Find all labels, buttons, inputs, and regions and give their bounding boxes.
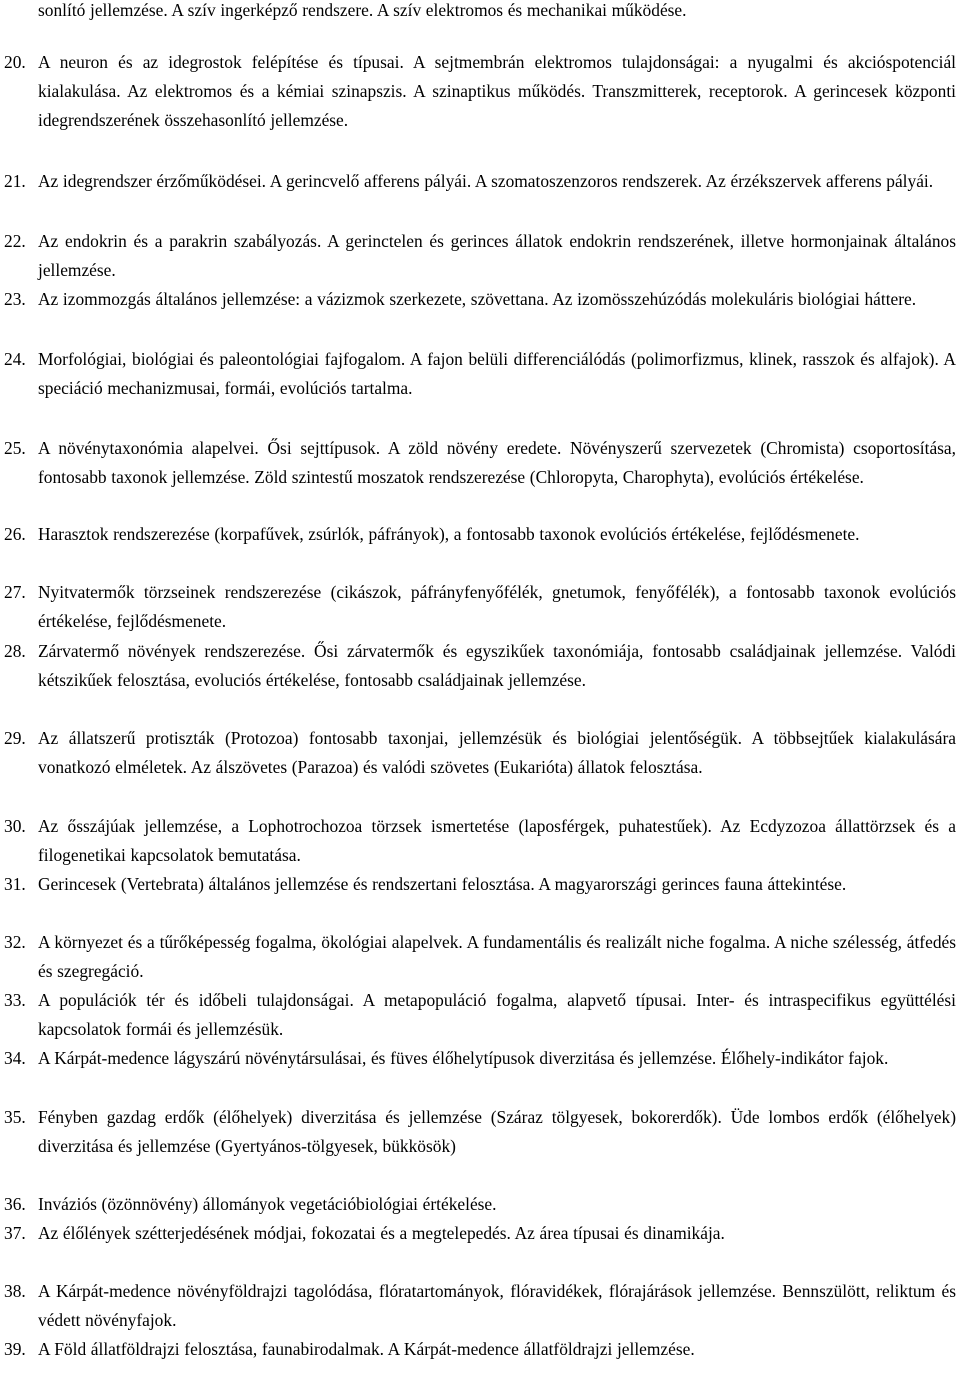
item-number: 33. — [4, 990, 26, 1010]
list-item-32 — [0, 928, 960, 986]
item-number: 39. — [4, 1339, 26, 1359]
list-item-25 — [0, 434, 960, 492]
list-item-35 — [0, 1103, 960, 1161]
item-text: Morfológiai, biológiai és paleontológiai fajfogalom. A fajon belüli differenciálódás (polimorfizmus, klinek, rasszok és alfajok). A speciáció mechanizmusai, formái, evolúciós tartalma. — [38, 349, 956, 398]
item-text: A Kárpát-medence növényföldrajzi tagolódása, flóratartományok, flóravidékek, flórajárások jellemzése. Bennszülött, reliktum és védett növényfajok. — [38, 1281, 956, 1330]
list-item-29 — [0, 724, 960, 782]
list-item-30 — [0, 812, 960, 870]
item-number: 30. — [4, 816, 26, 836]
item-number: 35. — [4, 1107, 26, 1127]
item-text: Fényben gazdag erdők (élőhelyek) diverzitása és jellemzése (Száraz tölgyesek, bokorerdők). Üde lombos erdők (élőhelyek) diverzitása és jellemzése (Gyertyános-tölgyesek, bükkösök) — [38, 1107, 956, 1156]
list-item-34 — [0, 1044, 960, 1073]
item-text: Az endokrin és a parakrin szabályozás. A gerinctelen és gerinces állatok endokrin rendszerének, illetve hormonjainak általános jellemzése. — [38, 231, 956, 280]
item-number: 34. — [4, 1048, 26, 1068]
list-item-33 — [0, 986, 960, 1044]
list-item-20 — [0, 48, 960, 135]
item-number: 24. — [4, 349, 26, 369]
item-number: 32. — [4, 932, 26, 952]
item-number: 29. — [4, 728, 26, 748]
list-item-24 — [0, 345, 960, 403]
item-text: A növénytaxonómia alapelvei. Ősi sejttípusok. A zöld növény eredete. Növényszerű szervezetek (Chromista) csoportosítása, fontosabb taxonok jellemzése. Zöld szintestű moszatok rendszerezése (Chloropyta, Charophyta), evolúciós értékelése. — [38, 438, 956, 487]
item-text: Az állatszerű protiszták (Protozoa) fontosabb taxonjai, jellemzésük és biológiai jelentőségük. A többsejtűek kialakulására vonatkozó elméletek. Az álszövetes (Parazoa) és valódi szövetes (Eukarióta) állatok felosztása. — [38, 728, 956, 777]
item-text: Gerincesek (Vertebrata) általános jellemzése és rendszertani felosztása. A magyarországi gerinces fauna áttekintése. — [38, 874, 847, 894]
item-number: 37. — [4, 1223, 26, 1243]
item-text: A környezet és a tűrőképesség fogalma, ökológiai alapelvek. A fundamentális és realizált niche fogalma. A niche szélesség, átfedés és szegregáció. — [38, 932, 956, 981]
item-number: 22. — [4, 231, 26, 251]
item-text: A Föld állatföldrajzi felosztása, faunabirodalmak. A Kárpát-medence állatföldrajzi jellemzése. — [38, 1339, 695, 1359]
item-number: 25. — [4, 438, 26, 458]
item-text: A Kárpát-medence lágyszárú növénytársulásai, és füves élőhelytípusok diverzitása és jellemzése. Élőhely-indikátor fajok. — [38, 1048, 889, 1068]
list-item-28 — [0, 637, 960, 695]
item-number: 36. — [4, 1194, 26, 1214]
item-text: Zárvatermő növények rendszerezése. Ősi zárvatermők és egyszikűek taxonómiája, fontosabb családjainak jellemzése. Valódi kétszikűek felosztása, evoluciós értékelése, fontosabb családjainak jellemzése. — [38, 641, 956, 690]
item-text: Az izommozgás általános jellemzése: a vázizmok szerkezete, szövettana. Az izomösszehúzódás molekuláris biológiai háttere. — [38, 289, 917, 309]
list-item-21 — [0, 167, 960, 196]
item-number: 26. — [4, 524, 26, 544]
item-number: 31. — [4, 874, 26, 894]
item-text: Az élőlények szétterjedésének módjai, fokozatai és a megtelepedés. Az área típusai és dinamikája. — [38, 1223, 725, 1243]
list-item-27 — [0, 578, 960, 636]
list-item-39 — [0, 1335, 960, 1364]
list-item-36 — [0, 1190, 960, 1219]
item-text: A populációk tér és időbeli tulajdonságai. A metapopuláció fogalma, alapvető típusai. Inter- és intraspecifikus együttélési kapcsolatok formái és jellemzésük. — [38, 990, 956, 1039]
item-text: Nyitvatermők törzseinek rendszerezése (cikászok, páfrányfenyőfélék, gnetumok, fenyőfélék), a fontosabb taxonok evolúciós értékelése, fejlődésmenete. — [38, 582, 956, 631]
item-number: 28. — [4, 641, 26, 661]
item-text: Harasztok rendszerezése (korpafűvek, zsúrlók, páfrányok), a fontosabb taxonok evolúciós értékelése, fejlődésmenete. — [38, 524, 860, 544]
item-number: 38. — [4, 1281, 26, 1301]
list-item-26 — [0, 520, 960, 549]
list-item-23 — [0, 285, 960, 314]
item-number: 27. — [4, 582, 26, 602]
item-number: 23. — [4, 289, 26, 309]
list-item-37 — [0, 1219, 960, 1248]
item-text: Az ősszájúak jellemzése, a Lophotrochozoa törzsek ismertetése (laposférgek, puhatestűek). Az Ecdyzozoa állattörzsek és a filogenetikai kapcsolatok bemutatása. — [38, 816, 956, 865]
list-item-22 — [0, 227, 960, 285]
item-number: 20. — [4, 52, 26, 72]
item-text: A neuron és az idegrostok felépítése és típusai. A sejtmembrán elektromos tulajdonságai: a nyugalmi és akcióspotenciál kialakulása. Az elektromos és a kémiai szinapszis. A szinaptikus működés. Transzmitterek, receptorok. A gerincesek központi idegrendszerének összehasonlító jellemzése. — [38, 52, 956, 130]
item-text: Az idegrendszer érzőműködései. A gerincvelő afferens pályái. A szomatoszenzoros rendszerek. Az érzékszervek afferens pályái. — [38, 171, 934, 191]
list-item-38 — [0, 1277, 960, 1335]
list-item-31 — [0, 870, 960, 899]
item-number: 21. — [4, 171, 26, 191]
item-text: Inváziós (özönnövény) állományok vegetációbiológiai értékelése. — [38, 1194, 497, 1214]
list-item-continuation — [0, 0, 960, 25]
item-text: sonlító jellemzése. A szív ingerképző rendszere. A szív elektromos és mechanikai működése. — [38, 0, 687, 20]
